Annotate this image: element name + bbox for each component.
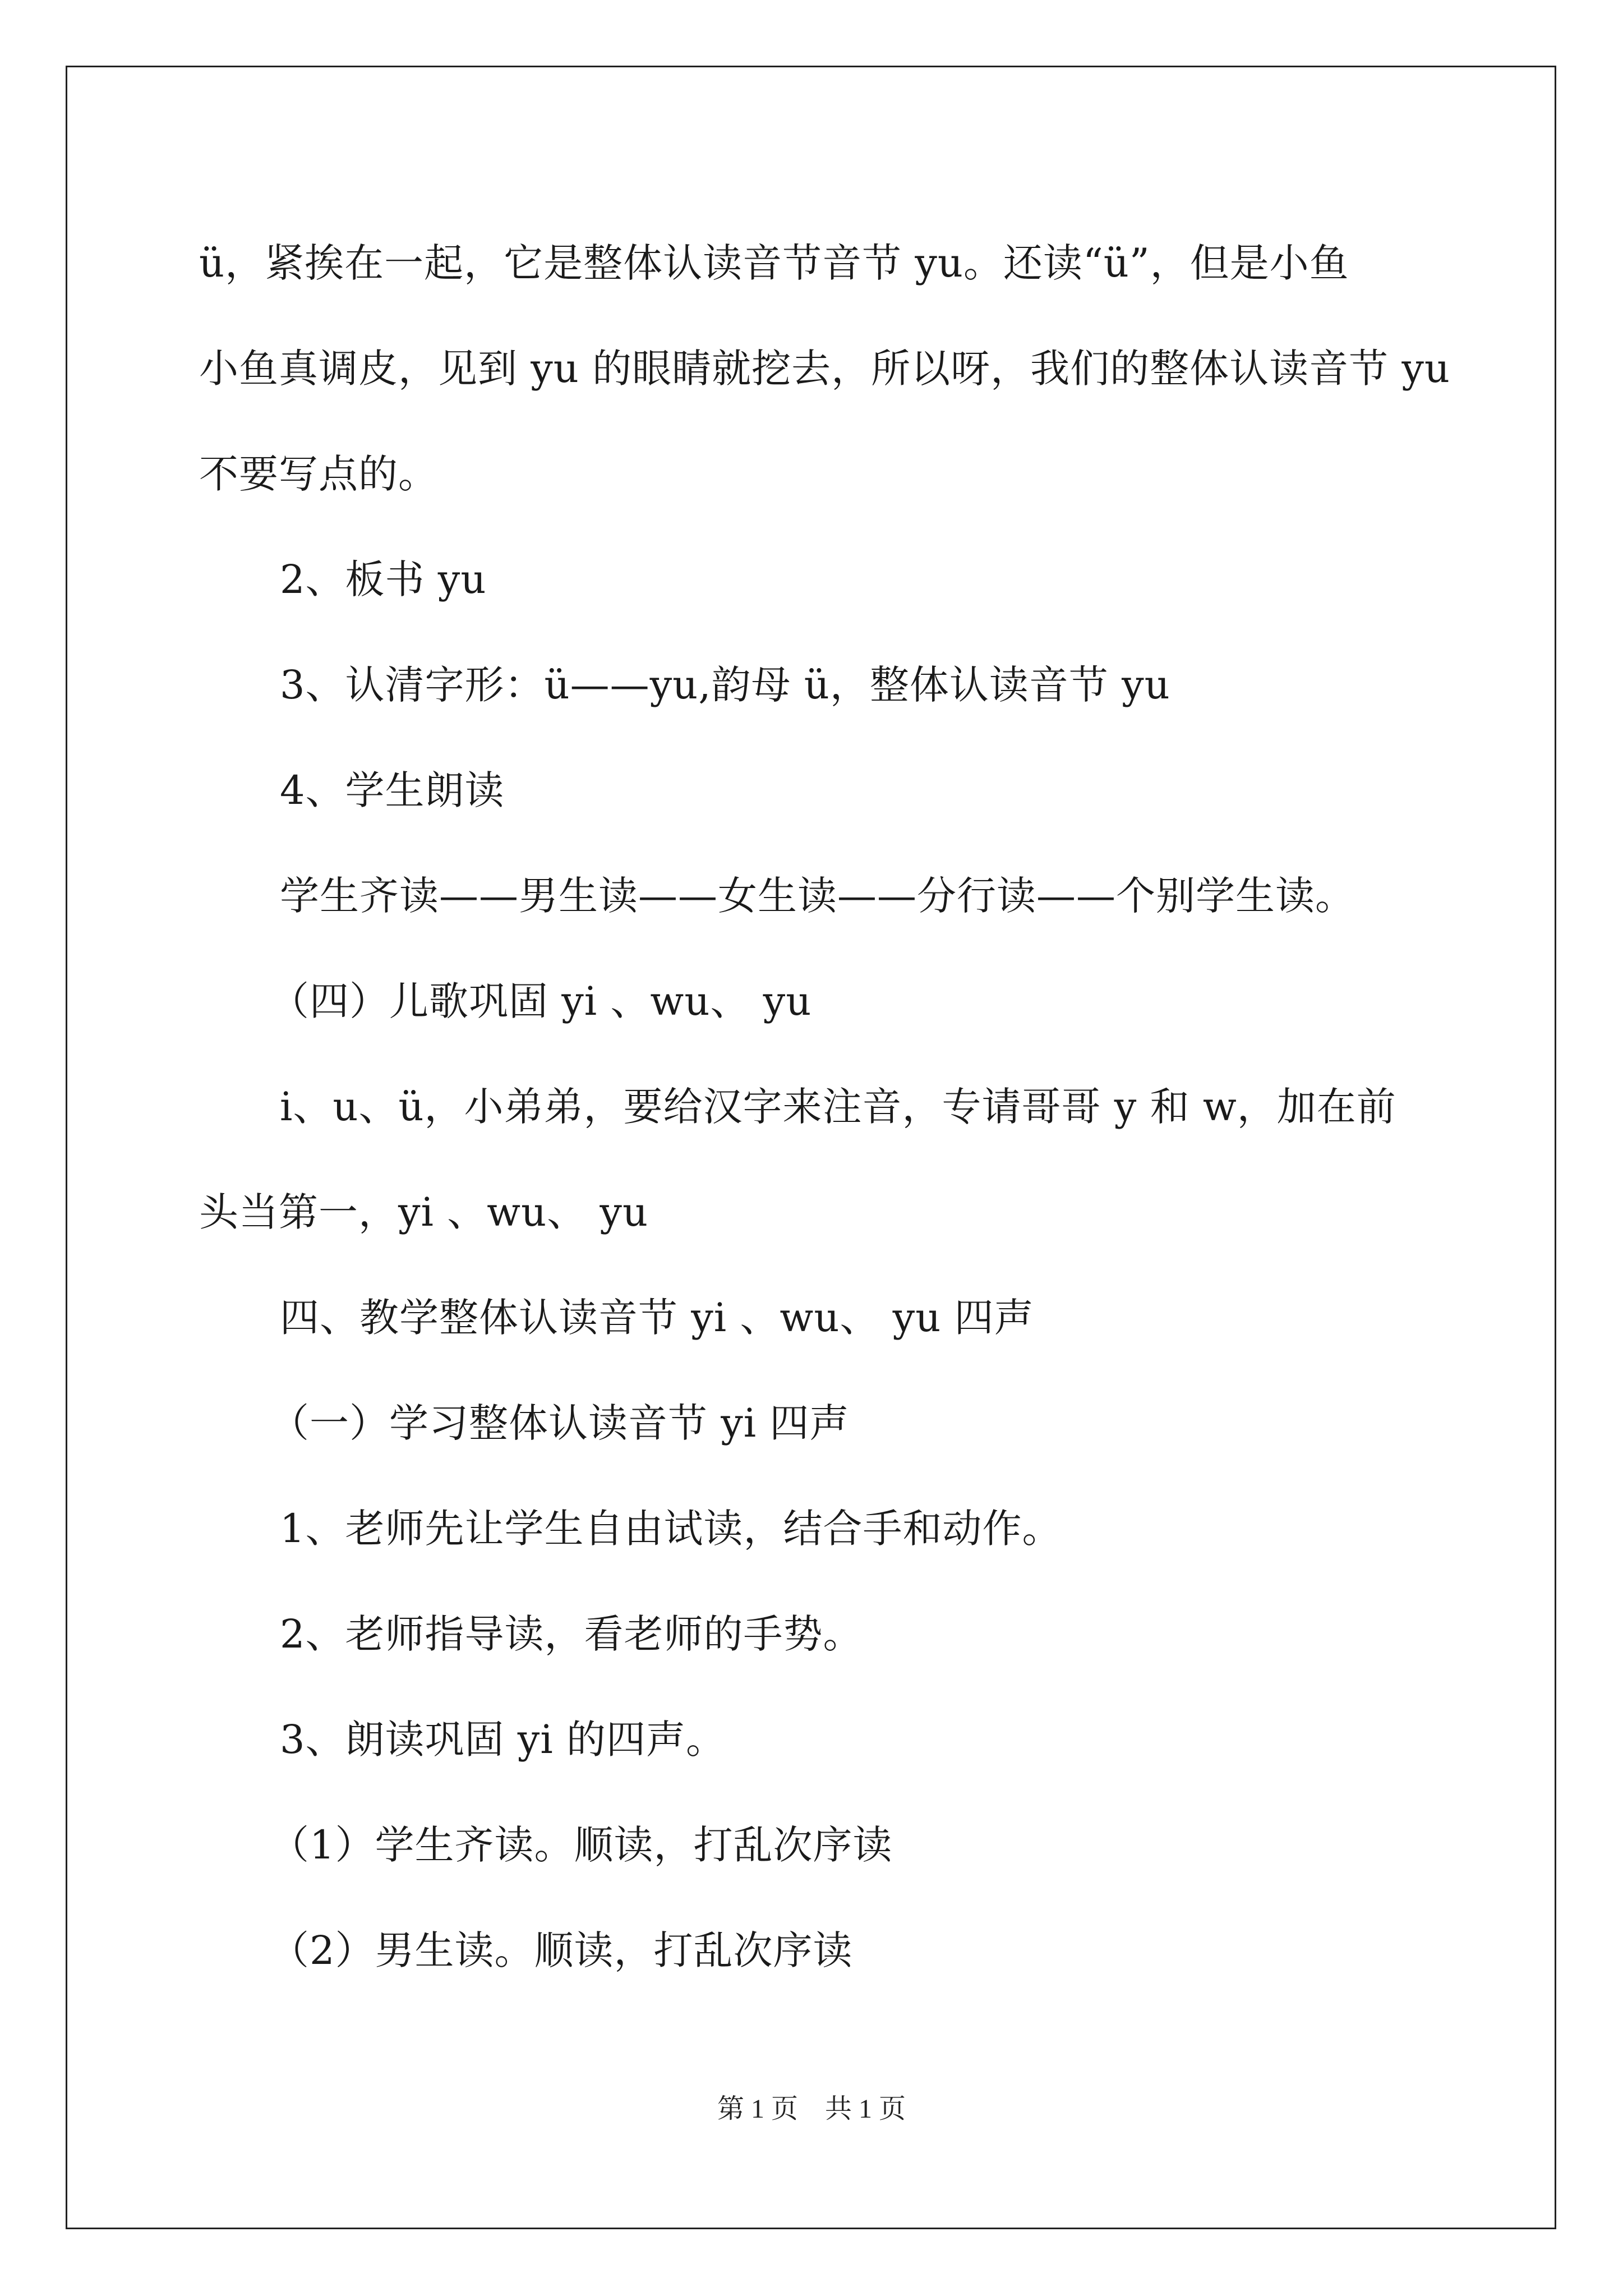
text-line-3: 不要写点的。 — [199, 451, 438, 497]
text-line-10: 头当第一，yi 、wu、 yu — [199, 1189, 649, 1235]
text-line-11: 四、教学整体认读音节 yi 、wu、 yu 四声 — [280, 1295, 1034, 1341]
text-line-17: （2）男生读。顺读，打乱次序读 — [270, 1927, 853, 1973]
text-line-2: 小鱼真调皮，见到 yu 的眼睛就挖去，所以呀，我们的整体认读音节 yu — [199, 346, 1451, 392]
text-line-12: （一）学习整体认读音节 yi 四声 — [270, 1400, 850, 1446]
text-line-9: i、u、ü，小弟弟，要给汉字来注音，专请哥哥 y 和 w，加在前 — [280, 1084, 1396, 1130]
text-line-5: 3、认清字形：ü——yu,韵母 ü，整体认读音节 yu — [280, 662, 1170, 708]
text-line-8: （四）儿歌巩固 yi 、wu、 yu — [270, 978, 812, 1024]
text-line-15: 3、朗读巩固 yi 的四声。 — [280, 1717, 726, 1763]
text-line-6: 4、学生朗读 — [280, 767, 505, 813]
text-line-1: ü，紧挨在一起，它是整体认读音节音节 yu。还读“ü”，但是小鱼 — [199, 240, 1349, 286]
document-body — [199, 210, 1451, 2003]
text-line-4: 2、板书 yu — [280, 556, 487, 602]
text-line-13: 1、老师先让学生自由试读，结合手和动作。 — [280, 1506, 1062, 1552]
text-line-14: 2、老师指导读，看老师的手势。 — [280, 1611, 863, 1657]
page-number: 第 1 页 共 1 页 — [717, 2094, 906, 2124]
text-line-7: 学生齐读——男生读——女生读——分行读——个别学生读。 — [280, 873, 1355, 919]
text-line-16: （1）学生齐读。顺读，打乱次序读 — [270, 1822, 893, 1868]
